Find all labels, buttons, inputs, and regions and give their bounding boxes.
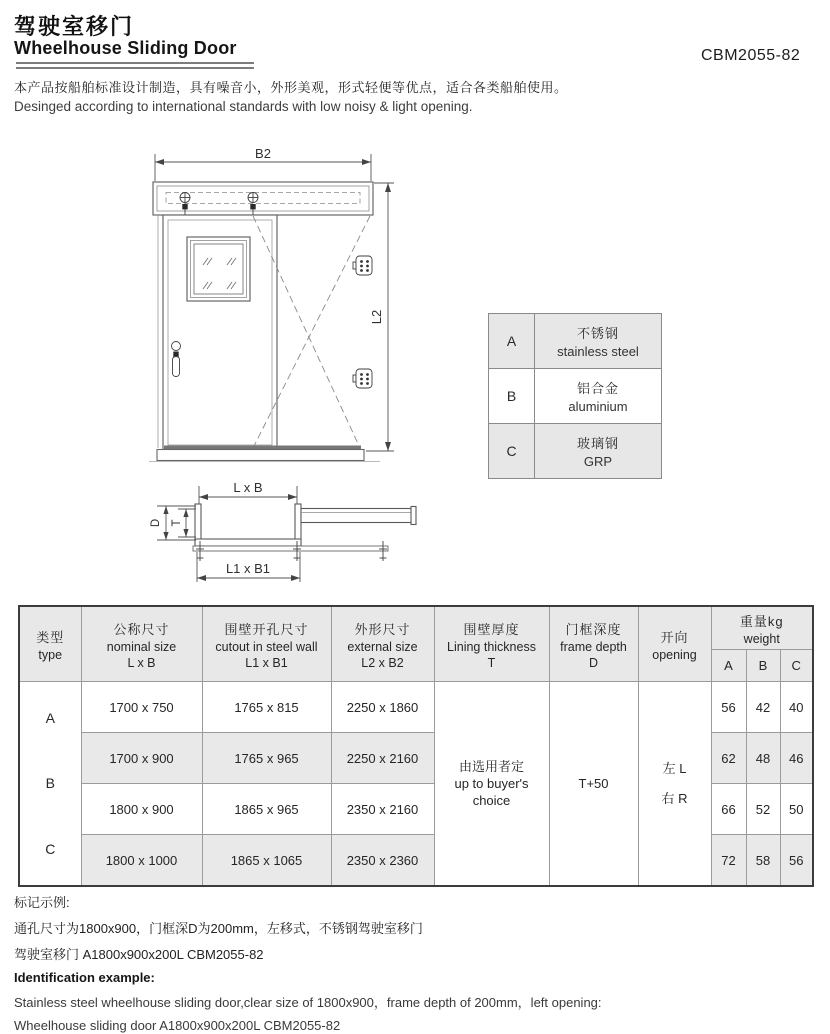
external-size-cell: 2250 x 2160: [331, 733, 434, 784]
dim-label-l1xb1: L1 x B1: [225, 561, 271, 576]
material-name: [535, 369, 662, 424]
nominal-size-cell: 1700 x 900: [81, 733, 202, 784]
door-handle: [172, 342, 181, 377]
weight-c-cell: 50: [780, 784, 813, 835]
dim-label-l2: L2: [369, 309, 384, 325]
weight-c-cell: 46: [780, 733, 813, 784]
sliding-panel-section: [301, 507, 416, 525]
material-row: [489, 369, 662, 424]
header-type: 类型 type: [19, 606, 81, 682]
nominal-size-cell: 1800 x 1000: [81, 835, 202, 887]
weight-a-cell: 56: [711, 682, 746, 733]
example-line1-zh: 通孔尺寸为1800x900，门框深D为200mm，左移式，不锈钢驾驶室移门: [14, 921, 423, 936]
cutout-size-cell: 1865 x 1065: [202, 835, 331, 887]
header-weight: 重量kg weight: [711, 606, 813, 650]
cutout-size-cell: 1765 x 815: [202, 682, 331, 733]
header-weight-b: B: [746, 650, 780, 682]
external-size-cell: 2350 x 2360: [331, 835, 434, 887]
description-zh: 本产品按船舶标准设计制造，具有噪音小，外形美观，形式轻便等优点，适合各类船舶使用。: [14, 80, 568, 95]
lining-thickness-cell: 由选用者定 up to buyer's choice: [434, 682, 549, 887]
external-size-cell: 2350 x 2160: [331, 784, 434, 835]
weight-b-cell: 48: [746, 733, 780, 784]
spec-row: [19, 682, 813, 733]
material-code: B: [489, 369, 535, 424]
door-sill: [149, 446, 380, 462]
cutout-size-cell: 1865 x 965: [202, 784, 331, 835]
header-weight-a: A: [711, 650, 746, 682]
material-name-zh: 玻璃钢: [576, 436, 619, 451]
page-title-zh: 驾驶室移门: [14, 14, 135, 39]
weight-b-cell: 42: [746, 682, 780, 733]
header-lining-thickness: 围壁厚度 Lining thickness T: [434, 606, 549, 682]
cutout-size-cell: 1765 x 965: [202, 733, 331, 784]
header-frame-depth: 门框深度 frame depth D: [549, 606, 638, 682]
material-name-en: GRP: [583, 454, 613, 469]
wall-clip: [353, 369, 372, 388]
technical-drawing: [140, 140, 470, 600]
weight-b-cell: 58: [746, 835, 780, 887]
door-window: [187, 237, 250, 301]
spec-table-wrap: [18, 605, 814, 887]
weight-c-cell: 40: [780, 682, 813, 733]
material-name: [535, 314, 662, 369]
page-title-en: Wheelhouse Sliding Door: [14, 38, 237, 58]
cross-section-drawing: [150, 480, 416, 582]
material-code: A: [489, 314, 535, 369]
material-table: [488, 313, 662, 479]
frame-depth-cell: T+50: [549, 682, 638, 887]
material-row: [489, 424, 662, 479]
material-name-zh: 铝合金: [576, 381, 619, 396]
weight-c-cell: 56: [780, 835, 813, 887]
nominal-size-cell: 1800 x 900: [81, 784, 202, 835]
material-name: [535, 424, 662, 479]
weight-a-cell: 72: [711, 835, 746, 887]
example-label-en: Identification example:: [14, 970, 155, 985]
identification-example: [14, 892, 602, 1034]
description-en: Desinged according to international standards with low noisy & light opening.: [14, 99, 473, 114]
example-line1-en: Stainless steel wheelhouse sliding door,clear size of 1800x900，frame depth of 200mm，left opening:: [14, 995, 602, 1010]
example-label-zh: 标记示例:: [14, 895, 70, 910]
standard-code: CBM2055-82: [701, 47, 801, 64]
weight-b-cell: 52: [746, 784, 780, 835]
title-underline: [16, 62, 254, 69]
opening-cell: 左 L 右 R: [638, 682, 711, 887]
weight-a-cell: 66: [711, 784, 746, 835]
material-name-zh: 不锈钢: [576, 326, 619, 341]
dim-label-b2: B2: [255, 146, 271, 161]
nominal-size-cell: 1700 x 750: [81, 682, 202, 733]
dim-label-t: T: [171, 519, 183, 527]
header-external-size: 外形尺寸 external size L2 x B2: [331, 606, 434, 682]
material-name-en: stainless steel: [557, 344, 639, 359]
material-row: [489, 314, 662, 369]
header-opening: 开向 opening: [638, 606, 711, 682]
header-cutout-size: 围壁开孔尺寸 cutout in steel wall L1 x B1: [202, 606, 331, 682]
weight-a-cell: 62: [711, 733, 746, 784]
frame-channel-section: [195, 504, 301, 546]
dim-label-lxb: L x B: [233, 480, 263, 495]
example-line2-en: Wheelhouse sliding door A1800x900x200L CBM2055-82: [14, 1018, 341, 1033]
spec-table: [18, 605, 814, 887]
elevation-drawing: [149, 146, 394, 462]
header-weight-c: C: [780, 650, 813, 682]
type-cell: A B C: [19, 682, 81, 887]
external-size-cell: 2250 x 1860: [331, 682, 434, 733]
example-line2-zh: 驾驶室移门 A1800x900x200L CBM2055-82: [14, 947, 264, 962]
wall-clip: [353, 256, 372, 275]
dim-label-d: D: [150, 518, 162, 528]
header-nominal-size: 公称尺寸 nominal size L x B: [81, 606, 202, 682]
material-code: C: [489, 424, 535, 479]
material-name-en: aluminium: [568, 399, 628, 414]
